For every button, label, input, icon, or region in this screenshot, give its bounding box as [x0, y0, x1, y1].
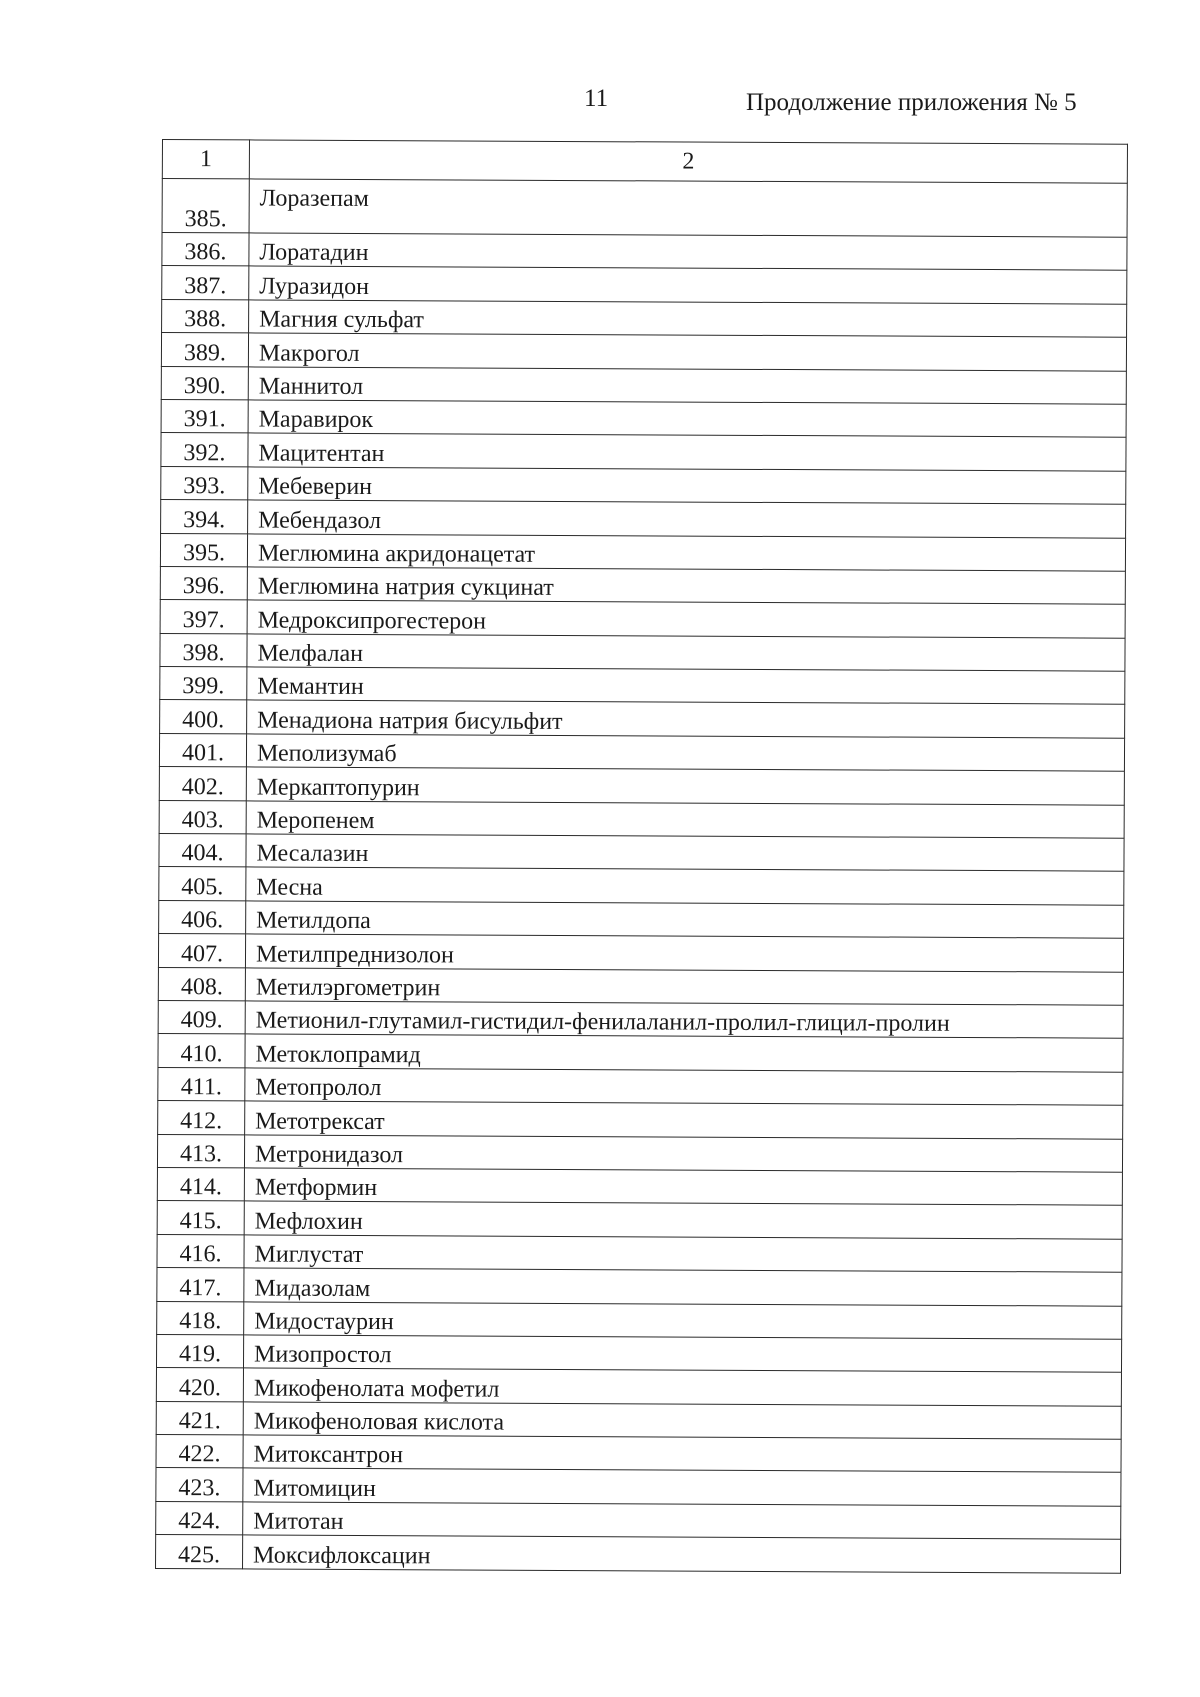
- drug-name: Меркаптопурин: [246, 767, 1124, 805]
- row-number: 399.: [160, 667, 247, 701]
- table-row: [159, 900, 1124, 938]
- row-number: 409.: [158, 1000, 245, 1034]
- table-row: [158, 967, 1123, 1005]
- drug-name: Мидостаурин: [244, 1301, 1122, 1339]
- drug-name: Меропенем: [246, 801, 1124, 839]
- table-row: [162, 179, 1127, 238]
- row-number: 420.: [156, 1368, 243, 1402]
- table-row: [158, 1067, 1123, 1105]
- drug-name: Метоклопрамид: [245, 1034, 1123, 1072]
- drug-name: Метионил-глутамил-гистидил-фенилаланил-пролил-глицил-пролин: [245, 1001, 1123, 1039]
- row-number: 405.: [159, 867, 246, 901]
- row-number: 415.: [157, 1201, 244, 1235]
- table-row: [157, 1268, 1122, 1306]
- drug-name: Микофеноловая кислота: [243, 1402, 1121, 1440]
- table-row: [159, 733, 1124, 771]
- row-number: 413.: [157, 1134, 244, 1168]
- drug-name: Митомицин: [243, 1468, 1121, 1506]
- table-row: [156, 1368, 1121, 1406]
- row-number: 394.: [161, 500, 248, 534]
- drug-name: Митоксантрон: [243, 1435, 1121, 1473]
- drug-name: Мебеверин: [248, 467, 1126, 505]
- drug-name: Лоразепам: [249, 179, 1127, 237]
- row-number: 392.: [161, 433, 248, 467]
- drug-name: Метформин: [244, 1168, 1122, 1206]
- table-row: [158, 1000, 1123, 1038]
- drug-name: Мелфалан: [247, 634, 1125, 672]
- row-number: 412.: [158, 1101, 245, 1135]
- row-number: 401.: [159, 733, 246, 767]
- drug-name: Меглюмина акридонацетат: [247, 533, 1125, 571]
- table-row: [161, 466, 1126, 504]
- drug-name: Микофенолата мофетил: [243, 1368, 1121, 1406]
- drug-name: Маннитол: [248, 366, 1126, 404]
- drug-name: Мидазолам: [244, 1268, 1122, 1306]
- drug-name: Меглюмина натрия сукцинат: [247, 567, 1125, 605]
- row-number: 389.: [161, 333, 248, 367]
- row-number: 421.: [156, 1401, 243, 1435]
- table-row: [160, 633, 1125, 671]
- drug-table: [155, 139, 1128, 1573]
- table-row: [158, 934, 1123, 972]
- drug-name: Мемантин: [247, 667, 1125, 705]
- row-number: 393.: [161, 466, 248, 500]
- row-number: 395.: [160, 533, 247, 567]
- drug-name: Мефлохин: [244, 1201, 1122, 1239]
- table-row: [159, 767, 1124, 805]
- drug-name: Метотрексат: [245, 1101, 1123, 1139]
- row-number: 385.: [162, 179, 249, 233]
- column-header-number: 1: [162, 140, 249, 179]
- drug-name: Менадиона натрия бисульфит: [247, 700, 1125, 738]
- row-number: 398.: [160, 633, 247, 667]
- table-row: [159, 867, 1124, 905]
- row-number: 416.: [157, 1234, 244, 1268]
- drug-name: Медроксипрогестерон: [247, 600, 1125, 638]
- row-number: 408.: [158, 967, 245, 1001]
- table-row: [160, 600, 1125, 638]
- drug-name: Лоратадин: [249, 233, 1127, 271]
- row-number: 402.: [159, 767, 246, 801]
- page-number: 11: [584, 85, 609, 112]
- row-number: 400.: [160, 700, 247, 734]
- table-row: [157, 1167, 1122, 1205]
- drug-name: Месна: [246, 867, 1124, 905]
- drug-name: Магния сульфат: [249, 300, 1127, 338]
- drug-name: Макрогол: [248, 333, 1126, 371]
- table-row: [157, 1134, 1122, 1172]
- drug-name: Месалазин: [246, 834, 1124, 872]
- row-number: 417.: [157, 1268, 244, 1302]
- table-header-row: [162, 140, 1127, 184]
- table-row: [160, 566, 1125, 604]
- drug-name: Луразидон: [249, 266, 1127, 304]
- drug-name: Метилэргометрин: [245, 968, 1123, 1006]
- table-row: [156, 1435, 1121, 1473]
- drug-name: Мацитентан: [248, 433, 1126, 471]
- table-row: [156, 1334, 1121, 1372]
- drug-name: Мебендазол: [248, 500, 1126, 538]
- drug-name: Метопролол: [245, 1068, 1123, 1106]
- row-number: 410.: [158, 1034, 245, 1068]
- row-number: 390.: [161, 366, 248, 400]
- table-row: [162, 233, 1127, 271]
- table-row: [162, 299, 1127, 337]
- row-number: 387.: [162, 266, 249, 300]
- drug-name: Маравирок: [248, 400, 1126, 438]
- row-number: 419.: [156, 1334, 243, 1368]
- drug-name: Метронидазол: [244, 1134, 1122, 1172]
- table-row: [161, 500, 1126, 538]
- table-row: [159, 834, 1124, 872]
- table-row: [161, 366, 1126, 404]
- table-row: [162, 266, 1127, 304]
- row-number: 414.: [157, 1167, 244, 1201]
- drug-name: Мизопростол: [243, 1335, 1121, 1373]
- table-row: [161, 333, 1126, 371]
- row-number: 386.: [162, 233, 249, 267]
- drug-name: Моксифлоксацин: [243, 1535, 1121, 1573]
- continuation-label: Продолжение приложения № 5: [746, 89, 1077, 116]
- table-row: [157, 1301, 1122, 1339]
- row-number: 396.: [160, 566, 247, 600]
- row-number: 404.: [159, 834, 246, 868]
- table-row: [157, 1234, 1122, 1272]
- row-number: 423.: [156, 1468, 243, 1502]
- row-number: 391.: [161, 399, 248, 433]
- row-number: 407.: [158, 934, 245, 968]
- drug-name: Миглустат: [244, 1235, 1122, 1273]
- drug-name: Меполизумаб: [246, 734, 1124, 772]
- table-row: [156, 1535, 1121, 1573]
- table-row: [161, 433, 1126, 471]
- row-number: 425.: [156, 1535, 243, 1569]
- table-row: [157, 1201, 1122, 1239]
- table-row: [156, 1401, 1121, 1439]
- row-number: 397.: [160, 600, 247, 634]
- row-number: 411.: [158, 1067, 245, 1101]
- table-row: [156, 1501, 1121, 1539]
- row-number: 388.: [162, 299, 249, 333]
- table-row: [156, 1468, 1121, 1506]
- drug-name: Метилдопа: [246, 901, 1124, 939]
- row-number: 422.: [156, 1435, 243, 1469]
- row-number: 403.: [159, 800, 246, 834]
- table-row: [159, 800, 1124, 838]
- table-row: [160, 700, 1125, 738]
- table-row: [158, 1034, 1123, 1072]
- row-number: 406.: [159, 900, 246, 934]
- drug-name: Метилпреднизолон: [245, 934, 1123, 972]
- table-row: [161, 399, 1126, 437]
- table-row: [160, 667, 1125, 705]
- row-number: 418.: [157, 1301, 244, 1335]
- column-header-name: 2: [249, 140, 1127, 183]
- row-number: 424.: [156, 1501, 243, 1535]
- drug-name: Митотан: [243, 1502, 1121, 1540]
- table-row: [158, 1101, 1123, 1139]
- table-row: [160, 533, 1125, 571]
